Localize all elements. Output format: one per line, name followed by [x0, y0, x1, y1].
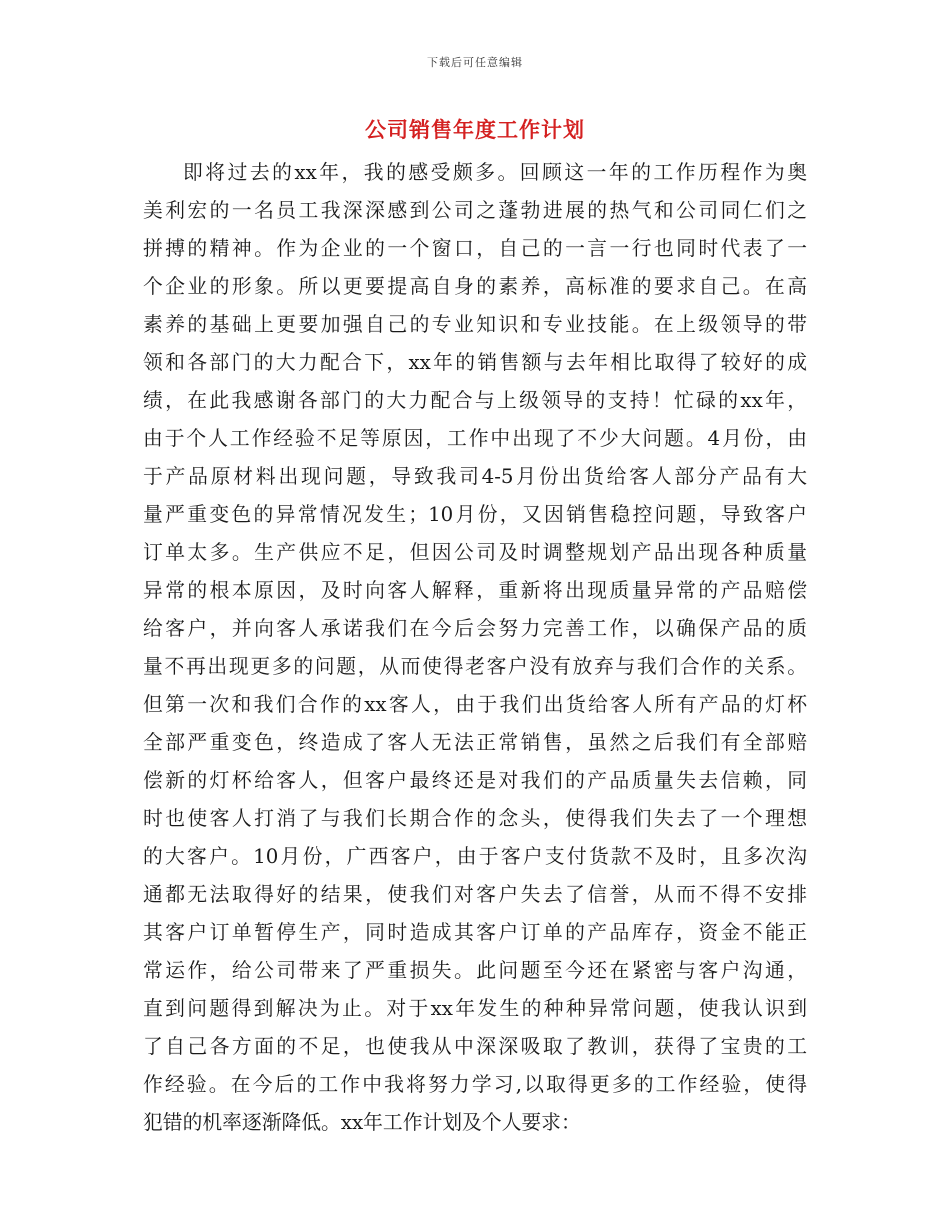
body-line: 异常的根本原因，及时向客人解释，重新将出现质量异常的产品赔偿: [143, 579, 807, 602]
body-line: 量不再出现更多的问题，从而使得老客户没有放弃与我们合作的关系。: [143, 655, 807, 678]
body-line: 作经验。在今后的工作中我将努力学习,以取得更多的工作经验，使得: [143, 1073, 807, 1096]
body-line: 即将过去的xx年，我的感受颇多。回顾这一年的工作历程作为奥: [183, 161, 807, 184]
body-line: 量严重变色的异常情况发生；10月份，又因销售稳控问题，导致客户: [143, 503, 807, 526]
body-line: 了自己各方面的不足，也使我从中深深吸取了教训，获得了宝贵的工: [143, 1035, 807, 1058]
body-line: 其客户订单暂停生产，同时造成其客户订单的产品库存，资金不能正: [143, 921, 807, 944]
body-line: 给客户，并向客人承诺我们在今后会努力完善工作，以确保产品的质: [143, 617, 807, 640]
body-line: 拼搏的精神。作为企业的一个窗口，自己的一言一行也同时代表了一: [143, 237, 807, 260]
body-line: 于产品原材料出现问题，导致我司4-5月份出货给客人部分产品有大: [143, 465, 807, 488]
body-paragraph: [143, 154, 807, 1142]
body-line: 直到问题得到解决为止。对于xx年发生的种种异常问题，使我认识到: [143, 997, 807, 1020]
document-title: 公司销售年度工作计划: [365, 117, 585, 142]
body-line: 个企业的形象。所以更要提高自身的素养，高标准的要求自己。在高: [143, 275, 807, 298]
body-line: 犯错的机率逐渐降低。xx年工作计划及个人要求：: [143, 1111, 581, 1134]
body-line: 由于个人工作经验不足等原因，工作中出现了不少大问题。4月份，由: [143, 427, 807, 450]
body-line: 时也使客人打消了与我们长期合作的念头，使得我们失去了一个理想: [143, 807, 807, 830]
body-line: 的大客户。10月份，广西客户，由于客户支付货款不及时，且多次沟: [143, 845, 807, 868]
body-line: 偿新的灯杯给客人，但客户最终还是对我们的产品质量失去信赖，同: [143, 769, 807, 792]
body-line: 但第一次和我们合作的xx客人，由于我们出货给客人所有产品的灯杯: [143, 693, 807, 716]
header-note: 下载后可任意编辑: [427, 56, 523, 69]
body-line: 领和各部门的大力配合下，xx年的销售额与去年相比取得了较好的成: [143, 351, 807, 374]
body-line: 全部严重变色，终造成了客人无法正常销售，虽然之后我们有全部赔: [143, 731, 807, 754]
body-line: 订单太多。生产供应不足，但因公司及时调整规划产品出现各种质量: [143, 541, 807, 564]
body-line: 美利宏的一名员工我深深感到公司之蓬勃进展的热气和公司同仁们之: [143, 199, 807, 222]
body-line: 常运作，给公司带来了严重损失。此问题至今还在紧密与客户沟通，: [143, 959, 807, 982]
body-line: 通都无法取得好的结果，使我们对客户失去了信誉，从而不得不安排: [143, 883, 807, 906]
body-line: 绩，在此我感谢各部门的大力配合与上级领导的支持！忙碌的xx年，: [143, 389, 807, 412]
body-line: 素养的基础上更要加强自己的专业知识和专业技能。在上级领导的带: [143, 313, 807, 336]
